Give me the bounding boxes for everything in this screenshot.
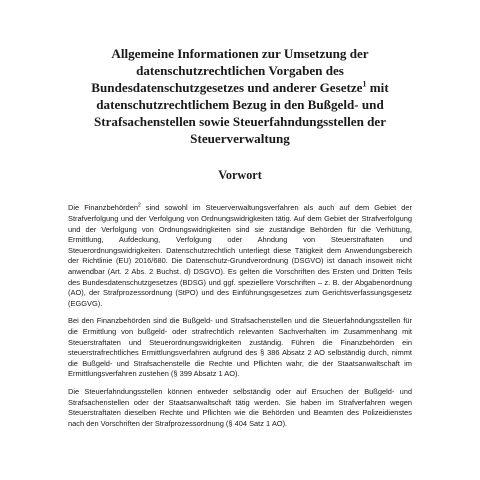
paragraph-1 xyxy=(68,203,412,309)
paragraph-3: Die Steuerfahndungsstellen können entweder selbständig oder auf Ersuchen der Bußgeld- und Strafsachenstellen oder der Staatsanwaltschaft tätig werden. Sie haben im Strafverfahren wegen Steuerstraftaten dieselben Rechte und Pflichten wie die Behörden und Beamten des Polizeidienstes nach den Vorschriften der Strafprozessordnung (§ 404 Satz 1 AO). xyxy=(68,386,412,428)
paragraph-1-footnote-marker[interactable]: 2 xyxy=(137,202,141,209)
paragraph-2: Bei den Finanzbehörden sind die Bußgeld- und Strafsachenstellen und die Steuerfahndungsstellen für die Ermittlung von bußgeld- oder strafrechtlich relevanten Sachverhalten im Zusammenhang mit Steuerstraftaten und Steuerordnungswidrigkeiten zuständig. Führen die Finanzbehörden ein steuerstrafrechtliches Ermittlungsverfahren aufgrund des § 386 Absatz 2 AO selbständig durch, nimmt die Bußgeld- und Strafsachenstelle die Rechte und Pflichten wahr, die der Staatsanwaltschaft im Ermittlungsverfahren zustehen (§ 399 Absatz 1 AO). xyxy=(68,316,412,379)
document-title-rest: mit datenschutzrechtlichem Bezug in den Bußgeld- und Strafsachenstellen sowie Steuerfahndungsstellen der Steuerverwaltung xyxy=(93,79,389,146)
section-heading-vorwort: Vorwort xyxy=(218,168,262,183)
paragraph-1-text-start: Die Finanzbehörden xyxy=(68,203,138,213)
document-title xyxy=(68,46,412,147)
paragraph-1-text-end: sind sowohl im Steuerverwaltungsverfahren als auch auf dem Gebiet der Strafverfolgung und der Verfolgung von Ordnungswidrigkeiten tätig. Auf dem Gebiet der Strafverfolgung und der Verfolgung von Ordnungswidrigkeiten sind sie zuständige Behörden für die Verhütung, Ermittlung, Aufdeckung, Verfolgung oder Ahndung von Steuerstraftaten und Steuerordnungswidrigkeiten. Datenschutzrechtlich unterliegt diese Tätigkeit dem Anwendungsbereich der Richtlinie (EU) 2016/680. Die Datenschutz-Grundverordnung (DSGVO) ist danach insoweit nicht anwendbar (Art. 2 Abs. 2 Buchst. d) DSGVO). Es gelten die Vorschriften des Ersten und Dritten Teils des Bundesdatenschutzgesetzes (BDSG) und ggf. speziellere Vorschriften – z. B. der Abgabenordnung (AO), der Strafprozessordnung (StPO) und des Einführungsgesetzes zum Gerichtsverfassungsgesetz (EGGVG). xyxy=(68,203,412,308)
document-title-main: Allgemeine Informationen zur Umsetzung der datenschutzrechtlichen Vorgaben des Bundesdatenschutzgesetzes und anderer Gesetze xyxy=(91,46,369,95)
document-body xyxy=(68,203,412,429)
title-footnote-marker[interactable]: 1 xyxy=(362,79,367,89)
